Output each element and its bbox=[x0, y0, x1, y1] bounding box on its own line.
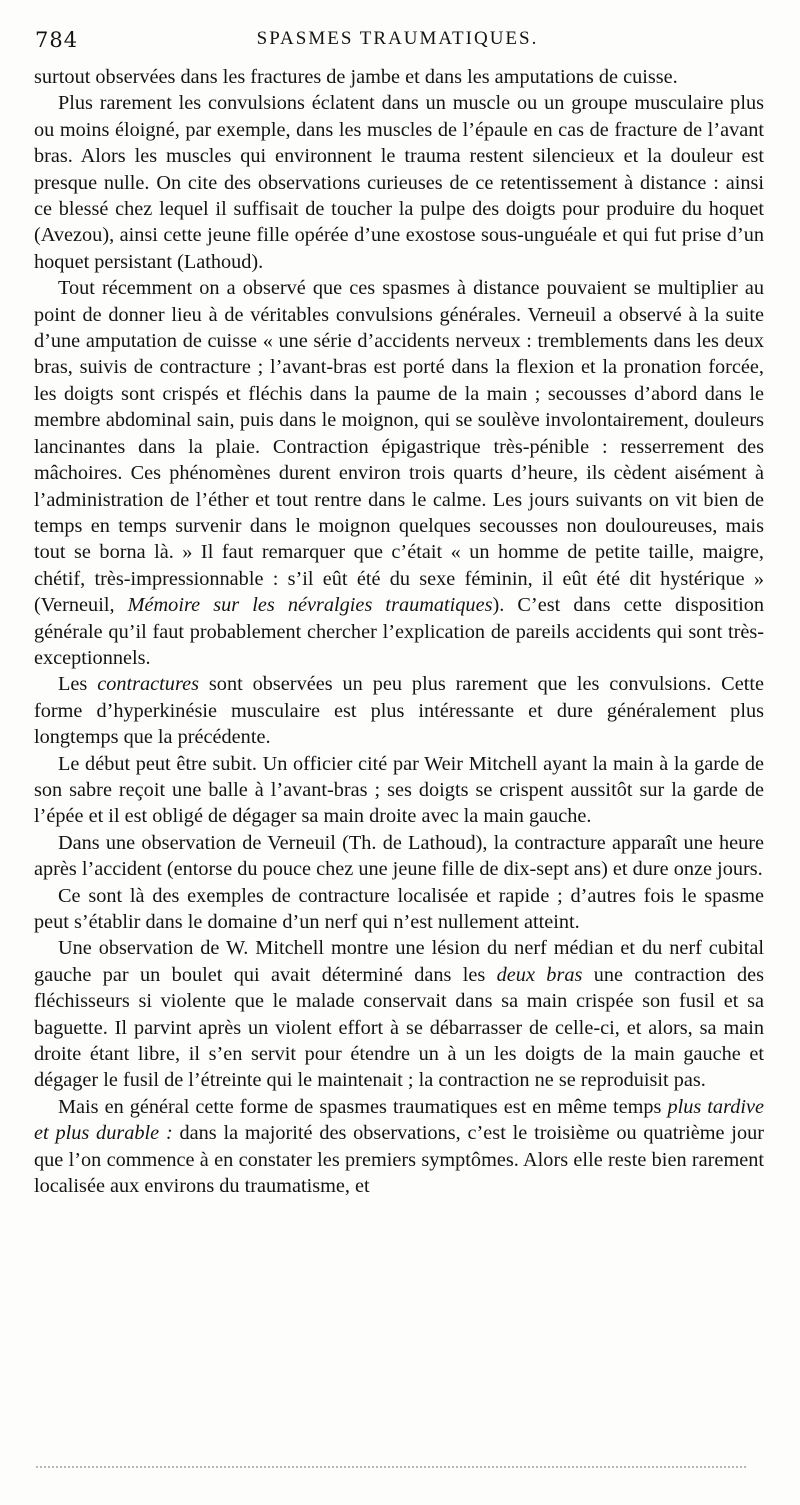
paragraph: Dans une observation de Verneuil (Th. de Lathoud), la contracture apparaît une heure après l’accident (entorse du pouce chez une jeune fille de dix-sept ans) et dure onze jours. bbox=[34, 831, 764, 881]
paragraph: Ce sont là des exemples de contracture localisée et rapide ; d’autres fois le spasme peut s’établir dans le domaine d’un nerf qui n’est nullement atteint. bbox=[34, 884, 764, 933]
running-title: SPASMES TRAUMATIQUES. bbox=[256, 28, 539, 49]
body-text bbox=[34, 64, 764, 1199]
page-number: 784 bbox=[35, 28, 79, 52]
italic-term: contractures bbox=[97, 673, 199, 696]
footer-bleed-through bbox=[36, 1466, 746, 1468]
paragraph: Plus rarement les convulsions éclatent dans un muscle ou un groupe musculaire plus ou moins éloigné, par exemple, dans les muscles de l’épaule en cas de fracture de l’avant bras. Alors les muscles qui environnent le trauma restent silencieux et la douleur est presque nulle. On cite des observations curieuses de ce retentissement à distance : ainsi ce blessé chez lequel il suffisait de toucher la pulpe des doigts pour produire du hoquet (Avezou), ainsi cette jeune fille opérée d’une exostose sous-unguéale et qui fut prise d’un hoquet persistant (Lathoud). bbox=[34, 92, 764, 273]
paragraph: Une observation de W. Mitchell montre une lésion du nerf médian et du nerf cubital gauche par un boulet qui avait déterminé dans les deux bras une contraction des fléchisseurs si violente que le malade conservait dans sa main crispée son fusil et sa baguette. Il parvint après un violent effort à se débarrasser de celle-ci, et alors, sa main droite étant libre, il s’en servit pour étendre un à un les doigts de la main gauche et dégager le fusil de l’étreinte qui le maintenait ; la contraction ne se reproduisit pas. bbox=[34, 937, 764, 1092]
italic-phrase: deux bras bbox=[496, 963, 583, 986]
italic-phrase: plus tardive et plus durable : bbox=[34, 1095, 764, 1145]
paragraph: surtout observées dans les fractures de jambe et dans les amputations de cuisse. bbox=[34, 66, 678, 88]
page-header bbox=[35, 28, 760, 58]
paragraph: Le début peut être subit. Un officier cité par Weir Mitchell ayant la main à la garde de son sabre reçoit une balle à l’avant-bras ; ses doigts se crispent aussitôt sur la garde de l’épée et il est obligé de dégager sa main droite avec la main gauche. bbox=[34, 752, 764, 828]
paragraph: Mais en général cette forme de spasmes traumatiques est en même temps plus tardive et plus durable : dans la majorité des observations, c’est le troisième ou quatrième jour que l’on commence à en constater les premiers symptômes. Alors elle reste bien rarement localisée aux environs du traumatisme, et bbox=[34, 1095, 764, 1198]
paragraph: Tout récemment on a observé que ces spasmes à distance pouvaient se multiplier au point de donner lieu à de véritables convulsions générales. Verneuil a observé à la suite d’une amputation de cuisse « une série d’accidents nerveux : tremblements dans les deux bras, suivis de contracture ; l’avant-bras est porté dans la flexion et la pronation forcée, les doigts sont crispés et fléchis dans la paume de la main ; secousses d’abord dans le membre abdominal sain, puis dans le moignon, qui se soulève involontairement, douleurs lancinantes dans la plaie. Contraction épigastrique très-pénible : resserrement des mâchoires. Ces phénomènes durent environ trois quarts d’heure, ils cèdent aisément à l’administration de l’éther et tout rentre dans le calme. Les jours suivants on vit bien de temps en temps survenir dans le moignon quelques secousses non douloureuses, mais tout se borna là. » Il faut remarquer que c’était « un homme de petite taille, maigre, chétif, très-impressionnable : s’il eût été du sexe féminin, il eût été dit hystérique » (Verneuil, Mémoire sur les névralgies traumatiques). C’est dans cette disposition générale qu’il faut probablement chercher l’explication de pareils accidents qui sont très-exceptionnels. bbox=[34, 277, 764, 669]
italic-title: Mémoire sur les névralgies traumatiques bbox=[127, 594, 493, 617]
paragraph: Les contractures sont observées un peu plus rarement que les convulsions. Cette forme d’hyperkinésie musculaire est plus intéressante et dure généralement plus longtemps que la précédente. bbox=[34, 673, 764, 749]
